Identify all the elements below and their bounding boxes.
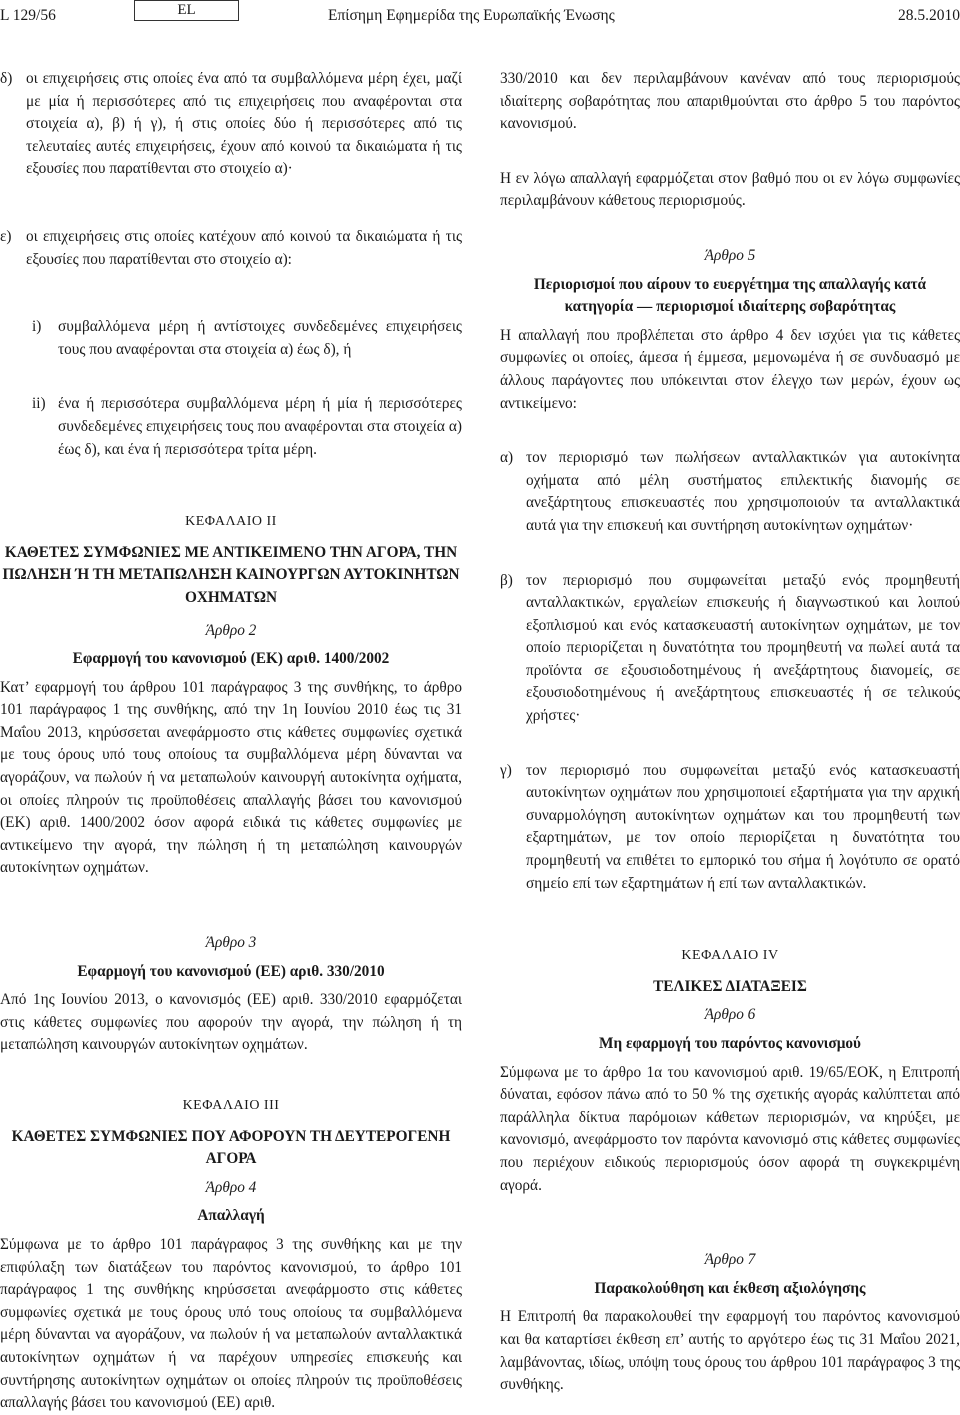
article-number: Άρθρο 5 <box>704 246 756 264</box>
chapter-heading: ΚΕΦΑΛΑΙΟ II <box>185 514 277 530</box>
paragraph: 330/2010 και δεν περιλαμβάνουν κανέναν από τους περιορισμούς ιδιαίτερης σοβαρότητας που απαριθμούνται στο άρθρο 5 του παρόντος κανονισμού. <box>500 70 960 133</box>
item-text: τον περιορισμό των πωλήσεων ανταλλακτικών για αυτοκίνητα οχήματα από μέλη συστήματος επιλεκτικής διανομής σε ανεξάρτητους επισκευαστές που χρησιμοποιούν τα ανταλλακτικά αυτά για την επισκευή και συντήρηση αυτοκίνητων οχημάτων· <box>526 449 960 534</box>
publication-date: 28.5.2010 <box>898 7 960 24</box>
article-number: Άρθρο 6 <box>704 1006 756 1024</box>
chapter-heading: ΚΕΦΑΛΑΙΟ III <box>182 1098 280 1113</box>
list-item-e <box>0 226 462 271</box>
item-label: γ) <box>500 761 512 779</box>
item-label: α) <box>500 449 514 467</box>
item-label: ε) <box>0 227 12 245</box>
sub-item-ii <box>0 393 462 461</box>
item-label: β) <box>500 571 513 589</box>
page-header <box>0 0 960 32</box>
list-item-b <box>500 570 960 728</box>
article-number: Άρθρο 4 <box>205 1178 257 1196</box>
article-text: Σύμφωνα με το άρθρο 1α του κανονισμού αριθ. 19/65/ΕΟΚ, η Επιτροπή δύναται, εφόσον πάνω από το 50 % της σχετικής αγοράς καλύπτεται από παράλληλα δίκτυα παρόμοιων κάθετων περιορισμών, να κηρύξει, με κανονισμό, ανεφάρμοστο τον παρόντα κανονισμό στις κάθετες συμφωνίες που περιέχουν ειδικούς περιορισμούς όσον αφορά τη συγκεκριμένη αγορά. <box>500 1063 960 1194</box>
article-title: Περιορισμοί που αίρουν το ευεργέτημα της απαλλαγής κατά κατηγορία — περιορισμοί ιδιαίτερης σοβαρότητας <box>533 275 927 316</box>
list-item-d <box>0 68 462 181</box>
sub-item-i <box>0 316 462 361</box>
article-number: Άρθρο 3 <box>205 934 257 952</box>
list-item-g <box>500 760 960 896</box>
article-title: Παρακολούθηση και έκθεση αξιολόγησης <box>594 1279 866 1297</box>
article-text: Η Επιτροπή θα παρακολουθεί την εφαρμογή του παρόντος κανονισμού και θα καταρτίσει έκθεση επ’ αυτής το αργότερο έως τις 31 Μαΐου 2021, λαμβάνοντας, ιδίως, υπόψη τους όρους του άρθρου 101 παράγραφος 3 της συνθήκης. <box>500 1308 960 1394</box>
item-text: οι επιχειρήσεις στις οποίες ένα από τα συμβαλλόμενα μέρη έχει, μαζί με μία ή περισσότερες από τις επιχειρήσεις που αναφέρονται στα στοιχεία α), β) ή γ), ή στις οποίες δύο ή περισσότερες από τις τελευταίες αυτές επιχειρήσεις, έχουν από κοινού τα δικαιώματα ή τις εξουσίες που παρατίθενται στο στοιχείο α)· <box>26 70 462 178</box>
item-text: τον περιορισμό που συμφωνείται μεταξύ ενός προμηθευτή ανταλλακτικών, εργαλείων επισκευής ή διαγνωστικού και λοιπού εξοπλισμού και ενός κατασκευαστή αυτοκίνητων οχημάτων, με τον οποίο περιορίζεται η δυνατότητα του προμηθευτή να πωλεί αυτά τα προϊόντα σε εξουσιοδοτημένους ή ανεξάρτητους διανομείς, σε εξουσιοδοτημένους ή ανεξάρτητους επισκευαστές ή σε τελικούς χρήστες· <box>526 571 960 725</box>
item-text: ένα ή περισσότερα συμβαλλόμενα μέρη ή μία ή περισσότερες συνδεδεμένες επιχειρήσεις τους που αναφέρονται στα στοιχεία α) έως δ), και ένα ή περισσότερα τρίτα μέρη. <box>58 395 462 458</box>
article-text: Από 1ης Ιουνίου 2013, ο κανονισμός (ΕΕ) αριθ. 330/2010 εφαρμόζεται στις κάθετες συμφωνίες που αφορούν την αγορά, την πώληση ή τη μεταπώληση καινουργών αυτοκίνητων οχημάτων. <box>0 991 462 1054</box>
page-number: L 129/56 <box>0 7 56 24</box>
language-badge: EL <box>134 0 239 21</box>
article-text: Η απαλλαγή που προβλέπεται στο άρθρο 4 δεν ισχύει για τις κάθετες συμφωνίες οι οποίες, άμεσα ή έμμεσα, μεμονωμένα ή σε συνδυασμό με άλλους παράγοντες που υπόκεινται στον έλεγχο των μερών, έχουν ως αντικείμενο: <box>500 326 960 412</box>
chapter-title: ΚΑΘΕΤΕΣ ΣΥΜΦΩΝΙΕΣ ΜΕ ΑΝΤΙΚΕΙΜΕΝΟ ΤΗΝ ΑΓΟΡΑ, ΤΗΝ ΠΩΛΗΣΗ Ή ΤΗ ΜΕΤΑΠΩΛΗΣΗ ΚΑΙΝΟΥΡΓΩΝ ΑΥΤΟΚΙΝΗΤΩΝ ΟΧΗΜΑΤΩΝ <box>2 543 460 606</box>
chapter-title: ΚΑΘΕΤΕΣ ΣΥΜΦΩΝΙΕΣ ΠΟΥ ΑΦΟΡΟΥΝ ΤΗ ΔΕΥΤΕΡΟΓΕΝΗ ΑΓΟΡΑ <box>11 1127 451 1168</box>
item-label: i) <box>32 318 42 336</box>
item-text: τον περιορισμό που συμφωνείται μεταξύ ενός κατασκευαστή αυτοκίνητων οχημάτων που χρησιμοποιεί εξαρτήματα για την αρχική συναρμολόγηση αυτοκίνητων οχημάτων και του προμηθευτή των εξαρτημάτων, με τον οποίο περιορίζεται η δυνατότητα του προμηθευτή να επιθέτει το εμπορικό του σήμα ή λογότυπο σε ορατό σημείο επί των εξαρτημάτων ή επί των ανταλλακτικών. <box>526 761 960 892</box>
item-text: συμβαλλόμενα μέρη ή αντίστοιχες συνδεδεμένες επιχειρήσεις τους που αναφέρονται στα στοιχεία α) έως δ), ή <box>58 318 462 358</box>
article-number: Άρθρο 7 <box>704 1251 756 1269</box>
item-label: δ) <box>0 70 13 87</box>
chapter-heading: ΚΕΦΑΛΑΙΟ IV <box>681 948 779 964</box>
article-title: Εφαρμογή του κανονισμού (ΕΕ) αριθ. 330/2010 <box>77 962 385 980</box>
right-column <box>500 68 960 1397</box>
article-text: Σύμφωνα με το άρθρο 101 παράγραφος 3 της συνθήκης και με την επιφύλαξη των διατάξεων του παρόντος κανονισμού, το άρθρο 101 παράγραφος 1 της συνθήκης κηρύσσεται ανεφάρμοστο στις κάθετες συμφωνίες σχετικά με τους όρους υπό τους οποίους τα συμβαλλόμενα μέρη δύνανται να αγοράζουν, να πωλούν ή να μεταπωλούν ανταλλακτικά αυτοκίνητων οχημάτων ή να παρέχουν υπηρεσίες επισκευής και συντήρησης αυτοκίνητων οχημάτων οι οποίες πληρούν τις προϋποθέσεις απαλλαγής βάσει του κανονισμού (ΕΕ) αριθ. <box>0 1235 462 1412</box>
article-title: Εφαρμογή του κανονισμού (ΕΚ) αριθ. 1400/2002 <box>72 650 390 668</box>
article-title: Απαλλαγή <box>197 1207 265 1225</box>
article-title: Μη εφαρμογή του παρόντος κανονισμού <box>599 1035 861 1052</box>
item-label: ii) <box>32 395 46 413</box>
article-text: Κατ’ εφαρμογή του άρθρου 101 παράγραφος 3 της συνθήκης, το άρθρο 101 παράγραφος 1 της συνθήκης, από την 1η Ιουνίου 2010 έως τις 31 Μαΐου 2013, κηρύσσεται ανεφάρμοστο στις κάθετες συμφωνίες σχετικά με τους όρους υπό τους οποίους τα συμβαλλόμενα μέρη δύνανται να αγοράζουν, να πωλούν ή να μεταπωλούν καινουργή αυτοκίνητα οχήματα, οι οποίες πληρούν τις προϋποθέσεις απαλλαγής βάσει του κανονισμού (ΕΚ) αριθ. 1400/2002 όσον αφορά ειδικά τις κάθετες συμφωνίες με αντικείμενο την αγορά, την πώληση ή τη μεταπώληση καινουργών αυτοκίνητων οχημάτων. <box>0 678 462 877</box>
left-column <box>0 68 462 1415</box>
item-text: οι επιχειρήσεις στις οποίες κατέχουν από κοινού τα δικαιώματα ή τις εξουσίες που παρατίθενται στο στοιχείο α): <box>26 227 462 268</box>
chapter-title: ΤΕΛΙΚΕΣ ΔΙΑΤΑΞΕΙΣ <box>653 977 807 995</box>
list-item-a <box>500 447 960 537</box>
journal-title: Επίσημη Εφημερίδα της Ευρωπαϊκής Ένωσης <box>328 7 615 24</box>
paragraph: Η εν λόγω απαλλαγή εφαρμόζεται στον βαθμό που οι εν λόγω συμφωνίες περιλαμβάνουν κάθετους περιορισμούς. <box>500 169 960 210</box>
article-number: Άρθρο 2 <box>205 621 257 639</box>
